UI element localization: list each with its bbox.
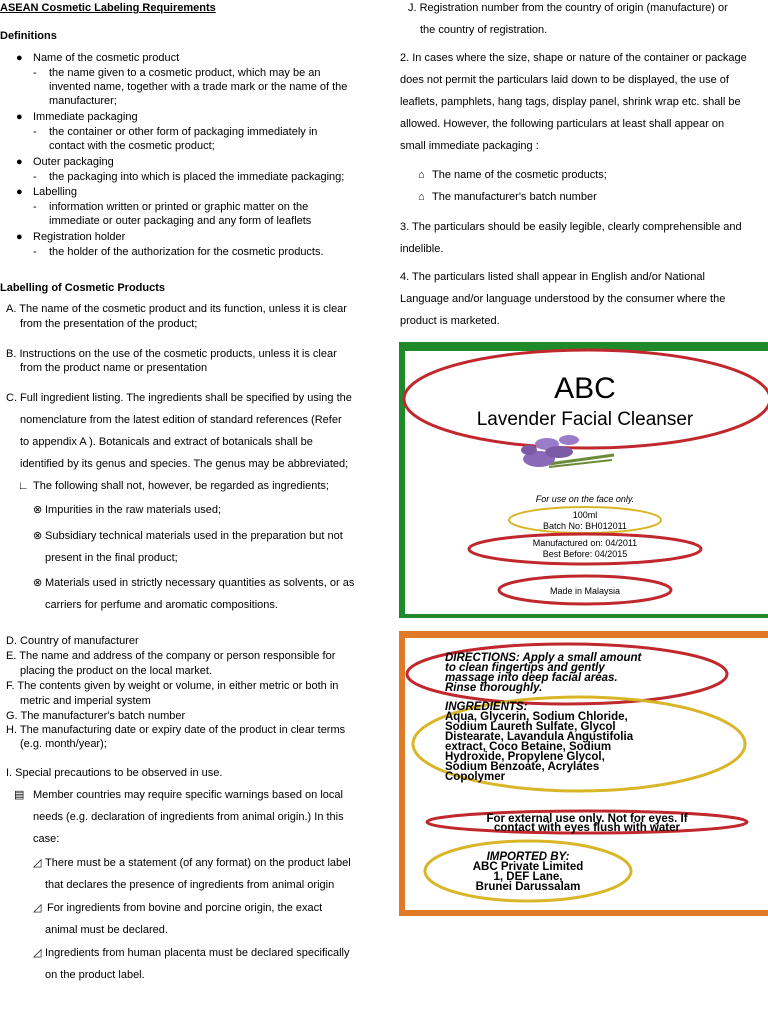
imported-by-heading: IMPORTED BY: xyxy=(486,851,570,863)
definition-desc: contact with the cosmetic product; xyxy=(49,140,215,152)
bullet-icon: ● xyxy=(16,156,23,168)
best-before-text: Best Before: 04/2015 xyxy=(542,549,628,559)
para-3: indelible. xyxy=(400,243,444,255)
animal-item-cont: on the product label. xyxy=(45,969,145,981)
directions-line: to clean fingertips and gently xyxy=(445,662,605,674)
dash-icon: - xyxy=(33,246,37,258)
manufactured-text: Manufactured on: 04/2011 xyxy=(532,538,638,548)
definition-term: Labelling xyxy=(33,186,78,198)
bullet-icon: ● xyxy=(16,231,23,243)
animal-item-cont: that declares the presence of ingredients from animal origin xyxy=(45,879,335,891)
ingredient-line: Aqua, Glycerin, Sodium Chloride, xyxy=(445,711,628,723)
definition-desc: immediate or outer packaging and any form of leaflets xyxy=(49,215,312,227)
dash-icon: - xyxy=(33,171,37,183)
definition-term: Registration holder xyxy=(33,231,126,243)
bullet-icon: ● xyxy=(16,52,23,64)
warning-line: contact with eyes flush with water xyxy=(494,822,680,834)
para-4: product is marketed. xyxy=(400,315,500,327)
item-f-cont: metric and imperial system xyxy=(20,695,151,707)
member-countries-text: needs (e.g. declaration of ingredients from animal origin.) In this xyxy=(33,811,344,823)
circled-x-icon: ⊗ xyxy=(33,504,43,516)
exclusion-item-cont: present in the final product; xyxy=(45,552,178,564)
circled-x-icon: ⊗ xyxy=(33,577,43,589)
para-2: allowed. However, the following particulars at least shall appear on xyxy=(400,118,725,130)
importer-line: ABC Private Limited xyxy=(472,861,584,873)
triangle-icon: ◿ xyxy=(33,857,42,869)
volume-text: 100ml xyxy=(572,510,598,520)
item-c-cont: identified by its genus and species. The genus may be abbreviated; xyxy=(20,458,349,470)
definition-desc: the name given to a cosmetic product, which may be an xyxy=(49,67,321,79)
exclusion-item: Impurities in the raw materials used; xyxy=(45,504,222,516)
item-b: B. Instructions on the use of the cosmetic products, unless it is clear xyxy=(6,348,337,360)
dash-icon: - xyxy=(33,126,37,138)
lock-icon: ⌂ xyxy=(418,169,425,181)
item-c: C. Full ingredient listing. The ingredients shall be specified by using the xyxy=(6,392,352,404)
front-label-image xyxy=(399,342,768,618)
item-j: J. Registration number from the country of origin (manufacture) or xyxy=(408,2,728,14)
back-label-image xyxy=(399,631,768,916)
animal-item-cont: animal must be declared. xyxy=(45,924,168,936)
labelling-heading: Labelling of Cosmetic Products xyxy=(0,282,166,294)
usage-text: For use on the face only. xyxy=(535,494,635,504)
product-name: Lavender Facial Cleanser xyxy=(476,409,694,430)
made-in-text: Made in Malaysia xyxy=(549,586,621,596)
directions-line: DIRECTIONS: Apply a small amount xyxy=(445,652,642,664)
book-icon: ▤ xyxy=(14,789,25,801)
ingredient-line: Hydroxide, Propylene Glycol, xyxy=(445,751,605,763)
importer-line: 1, DEF Lane, xyxy=(493,871,563,883)
bullet-icon: ● xyxy=(16,186,23,198)
exclusion-item: Materials used in strictly necessary quantities as solvents, or as xyxy=(45,577,355,589)
document-title: ASEAN Cosmetic Labeling Requirements xyxy=(0,2,216,14)
animal-item: There must be a statement (of any format) on the product label xyxy=(45,857,351,869)
definition-term: Outer packaging xyxy=(33,156,114,168)
item-b-cont: from the product name or presentation xyxy=(20,362,208,374)
lock-icon: ⌂ xyxy=(418,191,425,203)
item-f: F. The contents given by weight or volume, in either metric or both in xyxy=(6,680,339,692)
circled-x-icon: ⊗ xyxy=(33,530,43,542)
para-3: 3. The particulars should be easily legible, clearly comprehensible and xyxy=(400,221,742,233)
para-2: does not permit the particulars laid down to be displayed, the use of xyxy=(400,74,729,86)
item-h: H. The manufacturing date or expiry date of the product in clear terms xyxy=(6,724,346,736)
definition-desc: the holder of the authorization for the cosmetic products. xyxy=(49,246,324,258)
definition-desc: the packaging into which is placed the immediate packaging; xyxy=(49,171,345,183)
ingredient-line: Sodium Laureth Sulfate, Glycol xyxy=(445,721,616,733)
item-i: I. Special precautions to be observed in use. xyxy=(6,767,223,779)
ingredient-line: Copolymer xyxy=(445,771,506,783)
para-4: Language and/or language understood by the consumer where the xyxy=(400,293,726,305)
warning-line: For external use only. Not for eyes. If xyxy=(486,813,688,825)
definition-desc: information written or printed or graphic matter on the xyxy=(49,201,309,213)
item-e: E. The name and address of the company or person responsible for xyxy=(6,650,336,662)
definition-term: Immediate packaging xyxy=(33,111,138,123)
para-2: small immediate packaging : xyxy=(400,140,539,152)
batch-text: Batch No: BH012011 xyxy=(543,521,627,531)
animal-item: For ingredients from bovine and porcine origin, the exact xyxy=(47,902,323,914)
item-h-cont: (e.g. month/year); xyxy=(20,738,107,750)
item-e-cont: placing the product on the local market. xyxy=(20,665,213,677)
corner-icon: ∟ xyxy=(18,480,29,492)
ingredient-line: Sodium Benzoate, Acrylates xyxy=(445,761,600,773)
animal-item: Ingredients from human placenta must be declared specifically xyxy=(45,947,350,959)
para-2: 2. In cases where the size, shape or nature of the container or package xyxy=(400,52,747,64)
brand-name: ABC xyxy=(554,372,616,405)
importer-line: Brunei Darussalam xyxy=(475,881,581,893)
small-packaging-item: The name of the cosmetic products; xyxy=(432,169,607,181)
definition-desc: manufacturer; xyxy=(49,95,117,107)
triangle-icon: ◿ xyxy=(33,902,42,914)
small-packaging-item: The manufacturer's batch number xyxy=(432,191,597,203)
item-d: D. Country of manufacturer xyxy=(6,635,139,647)
dash-icon: - xyxy=(33,67,37,79)
item-a: A. The name of the cosmetic product and its function, unless it is clear xyxy=(6,303,347,315)
exclusion-item: Subsidiary technical materials used in the preparation but not xyxy=(45,530,343,542)
exclusion-item-cont: carriers for perfume and aromatic compositions. xyxy=(45,599,278,611)
item-a-cont: from the presentation of the product; xyxy=(20,318,198,330)
item-j-cont: the country of registration. xyxy=(420,24,548,36)
para-4: 4. The particulars listed shall appear in English and/or National xyxy=(400,271,705,283)
item-c-cont: to appendix A ). Botanicals and extract of botanicals shall be xyxy=(20,436,313,448)
dash-icon: - xyxy=(33,201,37,213)
directions-line: massage into deep facial areas. xyxy=(445,672,618,684)
definitions-heading: Definitions xyxy=(0,30,57,42)
bullet-icon: ● xyxy=(16,111,23,123)
item-g: G. The manufacturer's batch number xyxy=(6,710,186,722)
definition-term: Name of the cosmetic product xyxy=(33,52,180,64)
triangle-icon: ◿ xyxy=(33,947,42,959)
directions-line: Rinse thoroughly. xyxy=(445,682,543,694)
definition-desc: the container or other form of packaging immediately in xyxy=(49,126,318,138)
member-countries-text: Member countries may require specific warnings based on local xyxy=(33,789,343,801)
member-countries-text: case: xyxy=(33,833,60,845)
para-2: leaflets, pamphlets, hang tags, display panel, shrink wrap etc. shall be xyxy=(400,96,741,108)
ingredient-line: Distearate, Lavandula Angustifolia xyxy=(445,731,634,743)
ingredients-heading: INGREDIENTS: xyxy=(445,701,528,713)
ingredient-line: extract, Coco Betaine, Sodium xyxy=(445,741,612,753)
item-c-cont: nomenclature from the latest edition of standard references (Refer xyxy=(20,414,342,426)
definition-desc: invented name, together with a trade mark or the name of the xyxy=(49,81,348,93)
item-c-sub: The following shall not, however, be regarded as ingredients; xyxy=(33,480,329,492)
